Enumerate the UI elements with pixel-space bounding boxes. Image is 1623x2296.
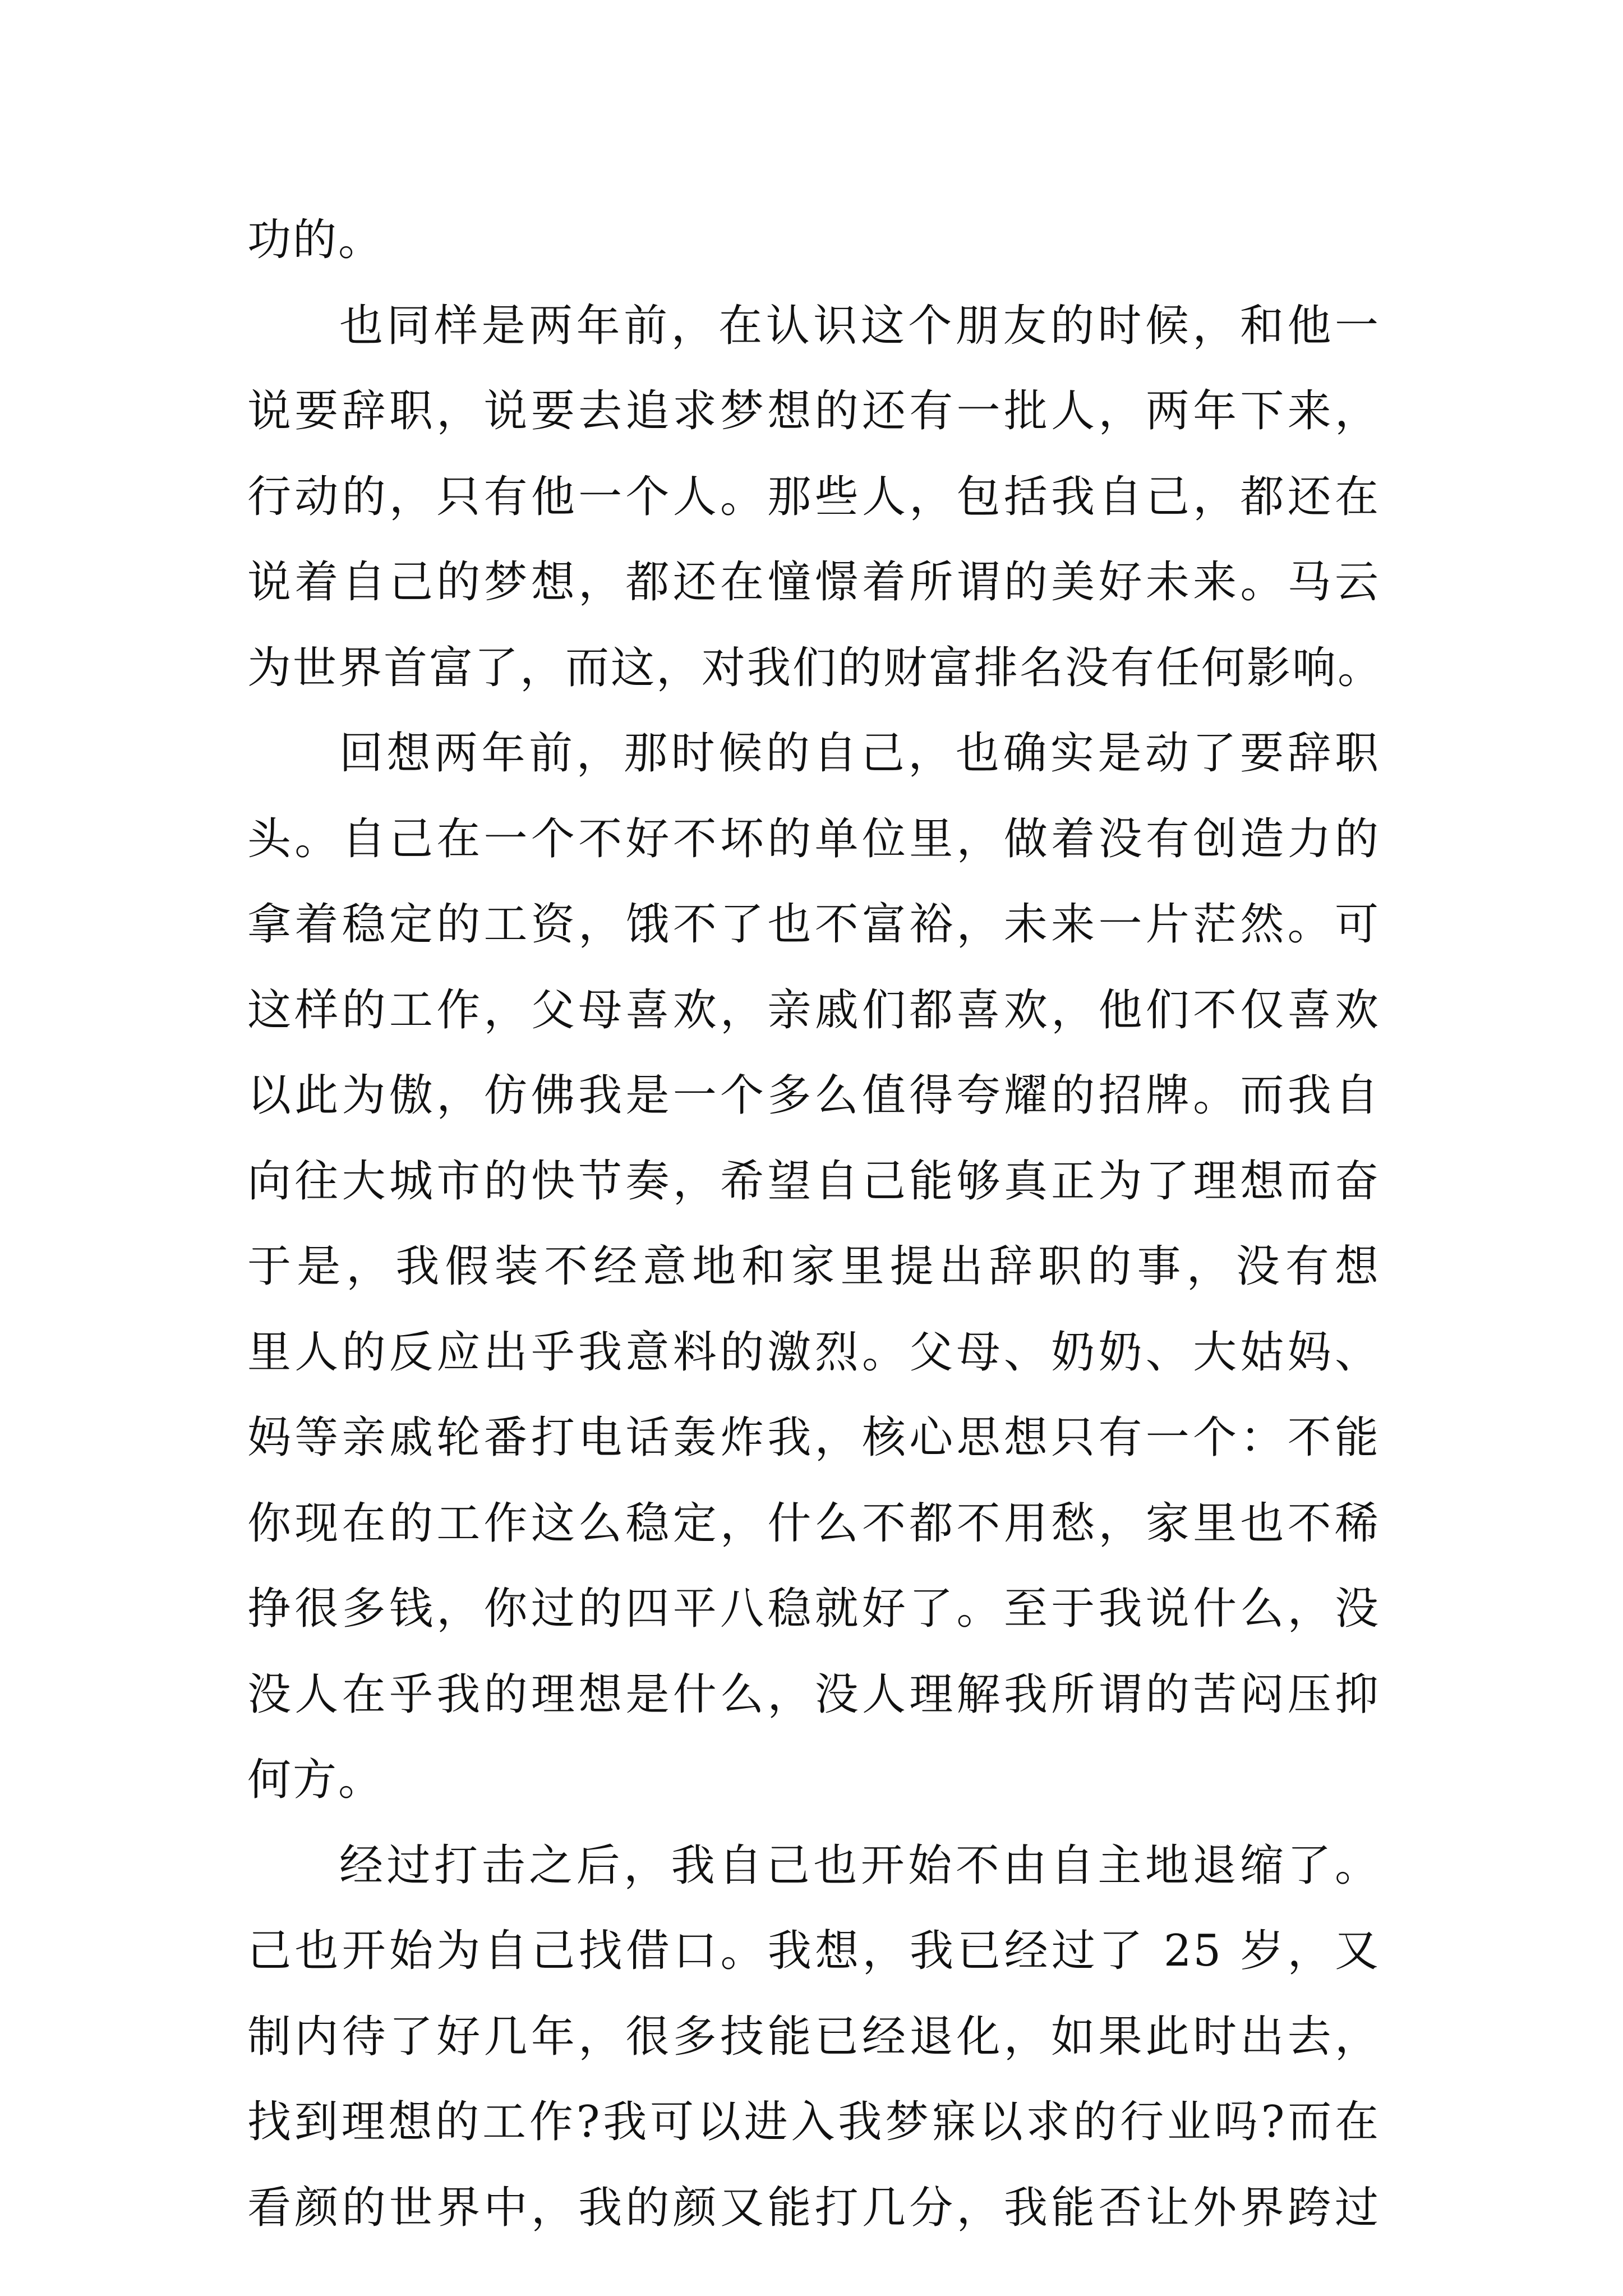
text-line: 以此为傲，仿佛我是一个多么值得夸耀的招牌。而我自 — [247, 1070, 1380, 1121]
text-line: 里人的反应出乎我意料的激烈。父母、奶奶、大姑妈、 — [247, 1327, 1380, 1378]
text-line: 何方。 — [247, 1755, 384, 1805]
text-line: 找到理想的工作?我可以进入我梦寐以求的行业吗?而在 — [247, 2097, 1380, 2147]
text-line: 说要辞职，说要去追求梦想的还有一批人，两年下来， — [247, 386, 1380, 436]
text-line: 也同样是两年前，在认识这个朋友的时候，和他一 — [339, 300, 1380, 351]
text-line: 于是，我假装不经意地和家里提出辞职的事，没有想 — [247, 1241, 1380, 1292]
text-line: 妈等亲戚轮番打电话轰炸我，核心思想只有一个：不能 — [247, 1412, 1380, 1463]
text-line: 没人在乎我的理想是什么，没人理解我所谓的苦闷压抑 — [247, 1669, 1380, 1720]
text-line: 拿着稳定的工资，饿不了也不富裕，未来一片茫然。可 — [247, 899, 1380, 950]
text-line: 向往大城市的快节奏，希望自己能够真正为了理想而奋 — [247, 1156, 1380, 1207]
text-line: 你现在的工作这么稳定，什么不都不用愁，家里也不稀 — [247, 1498, 1380, 1549]
text-line: 这样的工作，父母喜欢，亲戚们都喜欢，他们不仅喜欢 — [247, 984, 1380, 1036]
text-line: 己也开始为自己找借口。我想，我已经过了 25 岁，又 — [247, 1926, 1380, 1976]
text-line: 行动的，只有他一个人。那些人，包括我自己，都还在 — [247, 471, 1380, 522]
text-line: 功的。 — [247, 215, 384, 265]
body-text — [247, 197, 1384, 2251]
text-line: 经过打击之后，我自己也开始不由自主地退缩了。 — [339, 1840, 1380, 1891]
text-line: 头。自己在一个不好不坏的单位里，做着没有创造力的 — [247, 813, 1380, 864]
text-line: 为世界首富了，而这，对我们的财富排名没有任何影响。 — [247, 642, 1384, 693]
text-line: 看颜的世界中，我的颜又能打几分，我能否让外界跨过 — [247, 2182, 1380, 2233]
text-line: 制内待了好几年，很多技能已经退化，如果此时出去， — [247, 2011, 1380, 2062]
text-line: 回想两年前，那时候的自己，也确实是动了要辞职 — [339, 728, 1380, 779]
text-line: 挣很多钱，你过的四平八稳就好了。至于我说什么，没 — [247, 1584, 1380, 1634]
text-line: 说着自己的梦想，都还在憧憬着所谓的美好未来。马云 — [247, 557, 1380, 608]
